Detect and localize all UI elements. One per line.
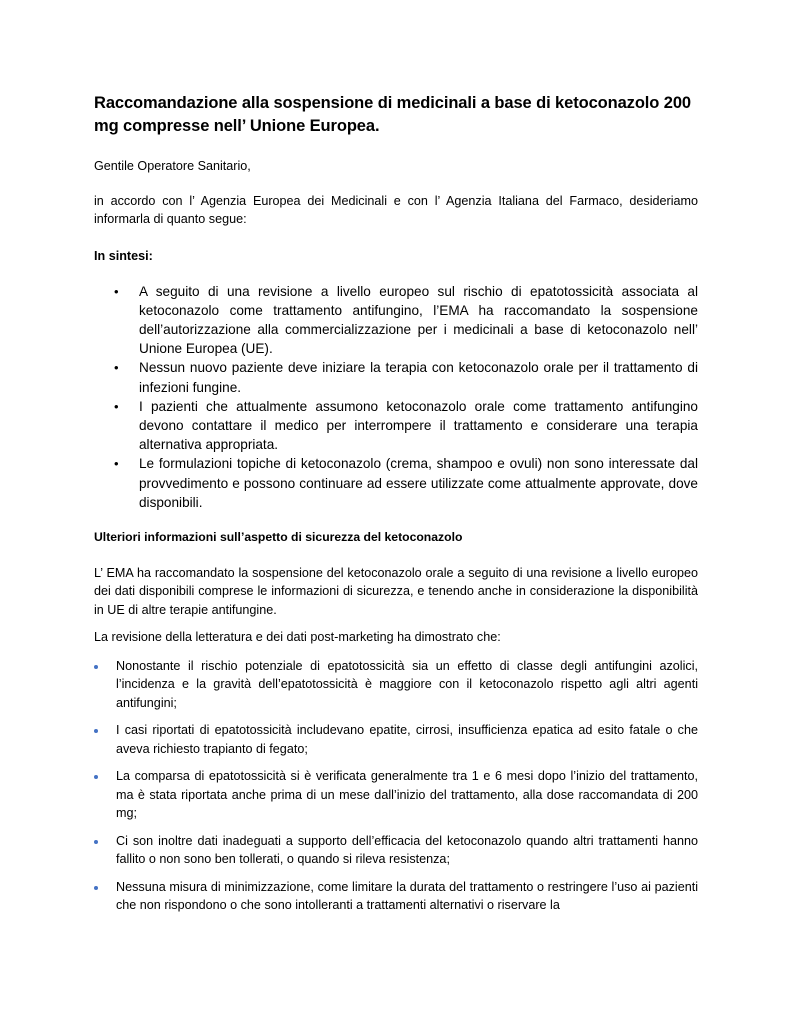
finding-item-text: Ci son inoltre dati inadeguati a supporto dell’efficacia del ketoconazolo quando altri trattamenti hanno fallito o non sono ben tollerati, o quando si rileva resistenza; [116, 833, 698, 867]
finding-item-text: Nessuna misura di minimizzazione, come limitare la durata del trattamento o restringere l’uso ai pazienti che non rispondono o che sono intolleranti a trattamenti alternativi o riservare la [116, 879, 698, 913]
ema-paragraph: L’ EMA ha raccomandato la sospensione del ketoconazolo orale a seguito di una revisione a livello europeo dei dati disponibili comprese le informazioni di sicurezza, e tenendo anche in considerazione la disponibilità in UE di altre terapie antifungine. [94, 565, 698, 617]
finding-item-text: Nonostante il rischio potenziale di epatotossicità sia un effetto di classe degli antifungini azolici, l’incidenza e la gravità dell’epatotossicità è maggiore con il ketoconazolo rispetto agli altri agenti antifungini; [116, 658, 698, 710]
bullet-dot-icon [94, 665, 98, 669]
bullet-dot-icon [94, 729, 98, 733]
bullet-icon: • [114, 456, 119, 472]
summary-item-text: Le formulazioni topiche di ketoconazolo (crema, shampoo e ovuli) non sono interessate dal provvedimento e possono continuare ad essere utilizzate come attualmente approvate, dove disponibili. [139, 456, 698, 510]
bullet-icon: • [114, 283, 119, 299]
finding-item [94, 657, 698, 713]
summary-item [94, 397, 698, 455]
bullet-dot-icon [94, 840, 98, 844]
summary-item-text: A seguito di una revisione a livello europeo sul rischio di epatotossicità associata al ketoconazolo come trattamento antifungino, l’EMA ha raccomandato la sospensione dell’autorizzazione alla commercializzazione per i medicinali a base di ketoconazolo nell’ Unione Europea (UE). [139, 283, 698, 357]
bullet-dot-icon [94, 775, 98, 779]
intro-paragraph: in accordo con l’ Agenzia Europea dei Medicinali e con l’ Agenzia Italiana del Farmaco, desideriamo informarla di quanto segue: [94, 193, 698, 226]
summary-item-text: Nessun nuovo paziente deve iniziare la terapia con ketoconazolo orale per il trattamento di infezioni fungine. [139, 360, 698, 395]
bullet-dot-icon [94, 886, 98, 890]
safety-section-heading: Ulteriori informazioni sull’aspetto di sicurezza del ketoconazolo [94, 529, 463, 544]
summary-list [94, 282, 698, 512]
finding-item-text: I casi riportati di epatotossicità includevano epatite, cirrosi, insufficienza epatica ad esito fatale o che aveva richiesto trapianto di fegato; [116, 723, 698, 756]
summary-item [94, 454, 698, 512]
summary-heading: In sintesi: [94, 248, 153, 263]
findings-list [94, 657, 698, 915]
greeting: Gentile Operatore Sanitario, [94, 159, 251, 173]
finding-item [94, 721, 698, 758]
bullet-icon: • [114, 398, 119, 414]
finding-item [94, 767, 698, 823]
finding-item-text: La comparsa di epatotossicità si è verificata generalmente tra 1 e 6 mesi dopo l’inizio del trattamento, ma è stata riportata anche prima di un mese dall’inizio del trattamento, alla dose raccomandata di 200 mg; [116, 769, 698, 821]
document-title: Raccomandazione alla sospensione di medicinali a base di ketoconazolo 200 mg compresse nell’ Unione Europea. [94, 94, 691, 135]
summary-item [94, 358, 698, 396]
summary-item-text: I pazienti che attualmente assumono ketoconazolo orale come trattamento antifungino devono contattare il medico per interrompere il trattamento e considerare una terapia alternativa appropriata. [139, 398, 698, 453]
summary-item [94, 282, 698, 359]
finding-item [94, 878, 698, 915]
revision-lead: La revisione della letteratura e dei dati post-marketing ha dimostrato che: [94, 630, 501, 645]
bullet-icon: • [114, 360, 119, 376]
finding-item [94, 832, 698, 869]
document-page [94, 92, 698, 924]
